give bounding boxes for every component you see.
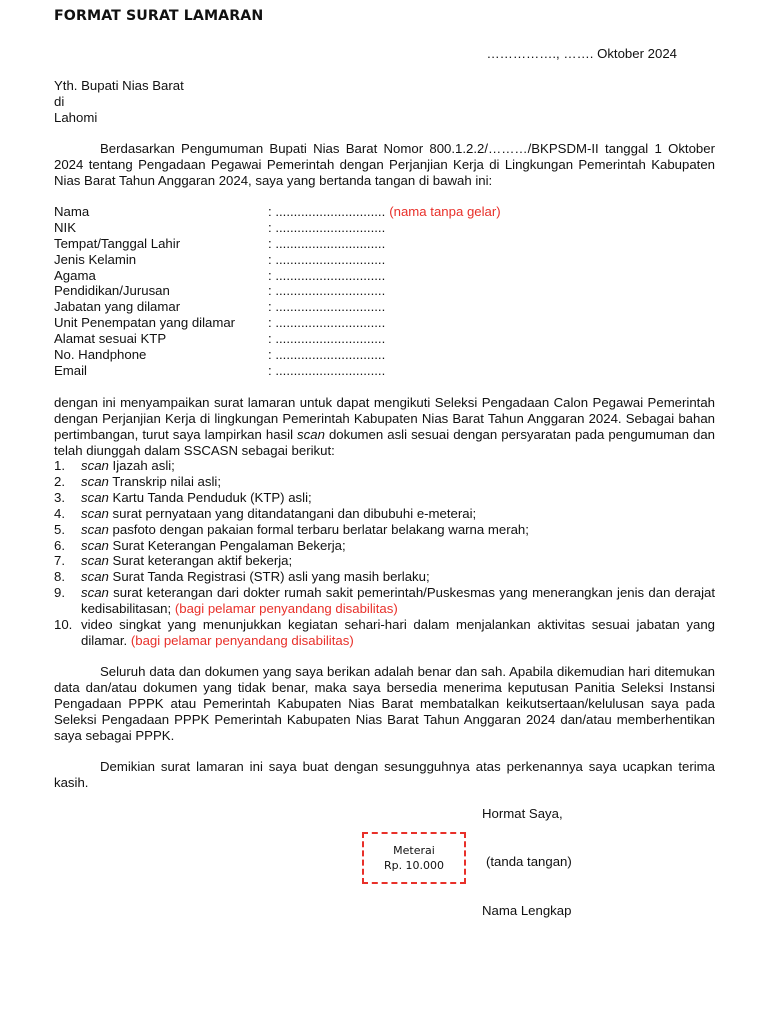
field-value: : .............................. (268, 362, 386, 378)
list-note: (bagi pelamar penyandang disabilitas) (130, 632, 354, 648)
list-prefix: scan (81, 569, 109, 585)
list-item (54, 490, 715, 506)
field-note: (nama tanpa gelar) (389, 204, 501, 219)
field-label: Nama (54, 204, 90, 219)
list-number: 9. (54, 585, 65, 601)
list-text: video singkat yang menunjukkan kegiatan sehari-hari dalam menjalankan aktivitas sesuai jabatan yang dilamar. (81, 617, 715, 648)
list-prefix: scan (81, 553, 109, 569)
list-item (54, 538, 715, 554)
list-number: 2. (54, 473, 65, 489)
field-label: Agama (54, 267, 96, 283)
list-number: 3. (54, 489, 65, 505)
meterai-label: Meterai (393, 844, 435, 857)
signature-note: (tanda tangan) (486, 854, 572, 869)
body-text-part2: dokumen asli sesuai dengan persyaratan pada pengumuman dan telah diunggah dalam SSCASN sebagai berikut: (54, 427, 716, 458)
list-prefix: scan (81, 521, 109, 537)
field-row-email (54, 363, 501, 379)
field-label: Unit Penempatan yang dilamar (54, 315, 236, 331)
field-label: No. Handphone (54, 347, 147, 363)
field-row-position (54, 299, 501, 315)
list-text: Surat keterangan aktif bekerja; (112, 553, 293, 569)
signature-salutation: Hormat Saya, (482, 806, 563, 821)
closing-paragraph: Demikian surat lamaran ini saya buat dengan sesungguhnya atas perkenannya saya ucapkan terima kasih. (54, 759, 715, 790)
field-row-nik (54, 220, 501, 236)
list-number: 5. (54, 521, 65, 537)
page-title: FORMAT SURAT LAMARAN (54, 8, 264, 24)
meterai-stamp-box (362, 832, 466, 884)
list-item (54, 553, 715, 569)
field-row-ttl (54, 236, 501, 252)
list-text: surat pernyataan yang ditandatangani dan dibubuhi e-meterai; (112, 505, 477, 521)
field-row-religion (54, 268, 501, 284)
list-number: 10. (54, 617, 73, 633)
recipient-line: di (54, 94, 65, 109)
list-number: 4. (54, 505, 65, 521)
list-note: (bagi pelamar penyandang disabilitas) (174, 601, 398, 617)
list-prefix: scan (81, 585, 109, 601)
field-row-unit (54, 315, 501, 331)
list-number: 1. (54, 458, 65, 473)
field-row-nama (54, 204, 501, 220)
field-row-phone (54, 347, 501, 363)
body-paragraph (54, 395, 715, 459)
intro-paragraph: Berdasarkan Pengumuman Bupati Nias Barat Nomor 800.1.2.2/………/BKPSDM-II tanggal 1 Oktober 2024 tentang Pengadaan Pegawai Pemerintah dengan Perjanjian Kerja di Lingkungan Pemerintah Kabupaten Nias Barat Tahun Anggaran 2024, saya yang bertanda tangan di bawah ini: (54, 141, 715, 188)
field-label: Jabatan yang dilamar (54, 299, 181, 315)
list-text: Transkrip nilai asli; (112, 473, 222, 489)
statement-paragraph: Seluruh data dan dokumen yang saya berikan adalah benar dan sah. Apabila dikemudian hari ditemukan data dan/atau dokumen yang tidak benar, maka saya bersedia menerima keputusan Panitia Seleksi Instansi Pengadaan PPPK atau Pemerintah Kabupaten Nias Barat membatalkan keikutsertaan/kelulusan saya pada Seleksi Pengadaan PPPK Pemerintah Kabupaten Nias Barat Tahun Anggaran 2024 dan/atau memberhentikan saya sebagai PPPK. (54, 664, 715, 743)
field-value: : .............................. (268, 299, 386, 315)
list-text: Surat Tanda Registrasi (STR) asli yang masih berlaku; (112, 569, 430, 585)
body-text-part1: dengan ini menyampaikan surat lamaran untuk dapat mengikuti Seleksi Pengadaan Calon Pegawai Pemerintah dengan Perjanjian Kerja di lingkungan Pemerintah Kabupaten Nias Barat Tahun Anggaran 2024. Sebagai bahan pertimbangan, turut saya lampirkan hasil (54, 395, 715, 442)
list-text: Kartu Tanda Penduduk (KTP) asli; (112, 489, 312, 505)
field-label: Email (54, 362, 87, 378)
applicant-fields (54, 204, 501, 379)
list-item (54, 474, 715, 490)
recipient-block (54, 78, 184, 126)
field-label: NIK (54, 219, 76, 235)
field-value: : .............................. (268, 283, 386, 299)
list-prefix: scan (81, 458, 109, 473)
list-text: surat keterangan dari dokter rumah sakit pemerintah/Puskesmas yang menerangkan jenis dan derajat kedisabilitasan; (81, 585, 716, 617)
letter-date: ……………., ……. Oktober 2024 (486, 46, 677, 61)
field-label: Tempat/Tanggal Lahir (54, 235, 181, 251)
list-number: 6. (54, 537, 65, 553)
list-item (54, 522, 715, 538)
meterai-value: Rp. 10.000 (383, 859, 445, 872)
list-text: Ijazah asli; (112, 458, 175, 473)
field-value: : .............................. (268, 315, 386, 331)
field-row-address (54, 331, 501, 347)
field-value: : .............................. (268, 204, 386, 219)
list-prefix: scan (81, 489, 109, 505)
list-prefix: scan (81, 537, 109, 553)
list-item (54, 585, 715, 617)
list-item (54, 617, 715, 649)
field-value: : .............................. (268, 251, 386, 267)
list-item (54, 569, 715, 585)
field-label: Jenis Kelamin (54, 251, 137, 267)
field-row-gender (54, 252, 501, 268)
field-label: Alamat sesuai KTP (54, 331, 167, 347)
field-label: Pendidikan/Jurusan (54, 283, 170, 299)
list-number: 8. (54, 569, 65, 585)
signature-name: Nama Lengkap (482, 903, 572, 918)
recipient-line: Yth. Bupati Nias Barat (54, 78, 184, 93)
field-row-education (54, 283, 501, 299)
attachment-list (54, 458, 715, 649)
recipient-line: Lahomi (54, 110, 98, 125)
field-value: : .............................. (268, 235, 386, 251)
list-text: Surat Keterangan Pengalaman Bekerja; (112, 537, 346, 553)
field-value: : .............................. (268, 331, 386, 347)
list-number: 7. (54, 553, 65, 569)
list-prefix: scan (81, 505, 109, 521)
body-scan-word: scan (297, 427, 325, 442)
field-value: : .............................. (268, 267, 386, 283)
field-value: : .............................. (268, 219, 386, 235)
field-value: : .............................. (268, 347, 386, 363)
list-item (54, 458, 715, 474)
list-text: pasfoto dengan pakaian formal terbaru berlatar belakang warna merah; (112, 521, 529, 537)
list-prefix: scan (81, 473, 109, 489)
list-item (54, 506, 715, 522)
